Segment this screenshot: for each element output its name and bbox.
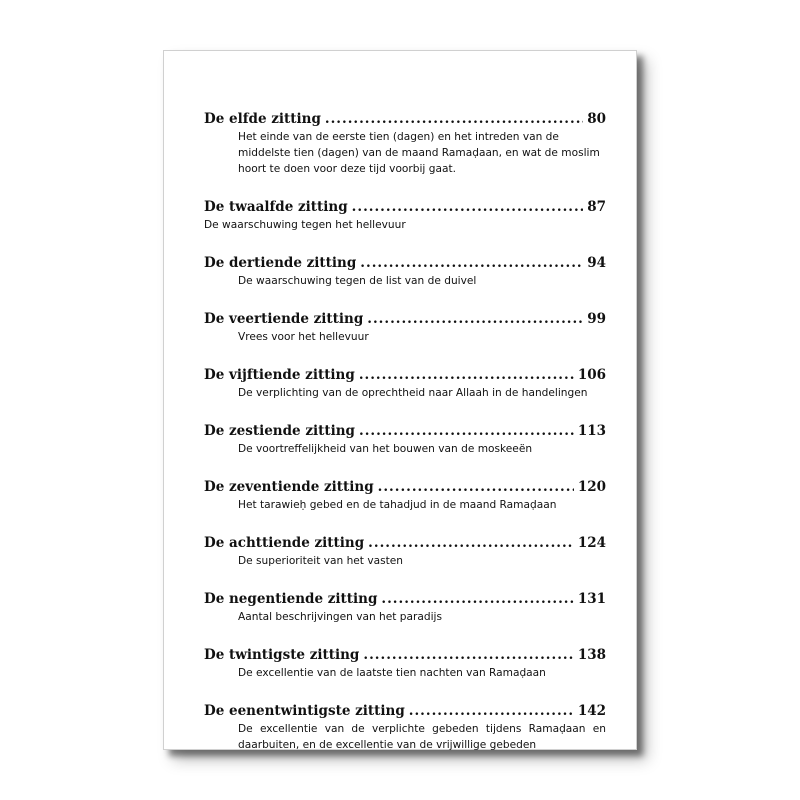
toc-entry-page-number: 80 bbox=[587, 111, 606, 127]
toc-entry-heading bbox=[204, 479, 606, 495]
toc-entry-heading bbox=[204, 591, 606, 607]
toc-entry-page-number: 120 bbox=[577, 479, 606, 495]
toc-entry-title: De twintigste zitting bbox=[204, 647, 360, 663]
toc-entry bbox=[204, 479, 606, 513]
dot-leader bbox=[359, 423, 574, 439]
toc-entry-title: De zeventiende zitting bbox=[204, 479, 374, 495]
toc-entry-heading bbox=[204, 311, 606, 327]
toc-entry-description: De superioriteit van het vasten bbox=[238, 555, 403, 567]
toc-entry-page-number: 131 bbox=[577, 591, 606, 607]
toc-entry-heading bbox=[204, 703, 606, 719]
dot-leader bbox=[381, 591, 573, 607]
toc-entry-description: De excellentie van de verplichte gebeden tijdens Ramaḍaan en daarbuiten, en de excellentie van de vrijwillige gebeden bbox=[238, 723, 606, 751]
toc-entry bbox=[204, 535, 606, 569]
toc-entry-page-number: 87 bbox=[587, 199, 606, 215]
toc-entry bbox=[204, 111, 606, 177]
dot-leader bbox=[367, 311, 583, 327]
dot-leader bbox=[409, 703, 574, 719]
toc-entry-page-number: 106 bbox=[577, 367, 606, 383]
toc-entry-title: De elfde zitting bbox=[204, 111, 321, 127]
table-of-contents bbox=[204, 111, 606, 753]
book-page bbox=[163, 50, 637, 750]
toc-entry-title: De eenentwintigste zitting bbox=[204, 703, 405, 719]
toc-entry bbox=[204, 367, 606, 401]
dot-leader bbox=[352, 199, 584, 215]
dot-leader bbox=[363, 647, 573, 663]
toc-entry-description: De excellentie van de laatste tien nachten van Ramaḍaan bbox=[238, 667, 546, 679]
toc-entry-description: De waarschuwing tegen het hellevuur bbox=[204, 219, 406, 231]
toc-entry-page-number: 99 bbox=[587, 311, 606, 327]
dot-leader bbox=[360, 255, 583, 271]
toc-entry bbox=[204, 647, 606, 681]
toc-entry bbox=[204, 423, 606, 457]
toc-entry-title: De veertiende zitting bbox=[204, 311, 364, 327]
toc-entry bbox=[204, 591, 606, 625]
toc-entry-description: Aantal beschrijvingen van het paradijs bbox=[238, 611, 442, 623]
toc-entry-description: Het einde van de eerste tien (dagen) en het intreden van de middelste tien (dagen) van de maand Ramaḍaan, en wat de moslim hoort te doen voor deze tijd voorbij gaat. bbox=[238, 131, 600, 175]
toc-entry-page-number: 94 bbox=[587, 255, 606, 271]
toc-entry bbox=[204, 199, 606, 233]
toc-entry-heading bbox=[204, 647, 606, 663]
toc-entry-heading bbox=[204, 111, 606, 127]
toc-entry bbox=[204, 703, 606, 753]
toc-entry-heading bbox=[204, 199, 606, 215]
toc-entry-heading bbox=[204, 535, 606, 551]
toc-entry-title: De achttiende zitting bbox=[204, 535, 365, 551]
toc-entry-heading bbox=[204, 255, 606, 271]
toc-entry-title: De vijftiende zitting bbox=[204, 367, 355, 383]
toc-entry bbox=[204, 255, 606, 289]
toc-entry-description: De voortreffelijkheid van het bouwen van de moskeeën bbox=[238, 443, 533, 455]
toc-entry-page-number: 124 bbox=[577, 535, 606, 551]
toc-entry-page-number: 138 bbox=[577, 647, 606, 663]
toc-entry-title: De dertiende zitting bbox=[204, 255, 357, 271]
dot-leader bbox=[368, 535, 574, 551]
dot-leader bbox=[325, 111, 583, 127]
toc-entry-heading bbox=[204, 423, 606, 439]
toc-entry-title: De twaalfde zitting bbox=[204, 199, 348, 215]
toc-entry-page-number: 113 bbox=[577, 423, 606, 439]
toc-entry-description: Het tarawieḥ gebed en de tahadjud in de maand Ramaḍaan bbox=[238, 499, 557, 511]
toc-entry-title: De negentiende zitting bbox=[204, 591, 378, 607]
dot-leader bbox=[378, 479, 574, 495]
toc-entry-heading bbox=[204, 367, 606, 383]
toc-entry bbox=[204, 311, 606, 345]
toc-entry-description: De verplichting van de oprechtheid naar Allaah in de handelingen bbox=[238, 387, 588, 399]
dot-leader bbox=[359, 367, 574, 383]
toc-entry-title: De zestiende zitting bbox=[204, 423, 355, 439]
toc-entry-description: De waarschuwing tegen de list van de duivel bbox=[238, 275, 477, 287]
toc-entry-page-number: 142 bbox=[577, 703, 606, 719]
toc-entry-description: Vrees voor het hellevuur bbox=[238, 331, 369, 343]
